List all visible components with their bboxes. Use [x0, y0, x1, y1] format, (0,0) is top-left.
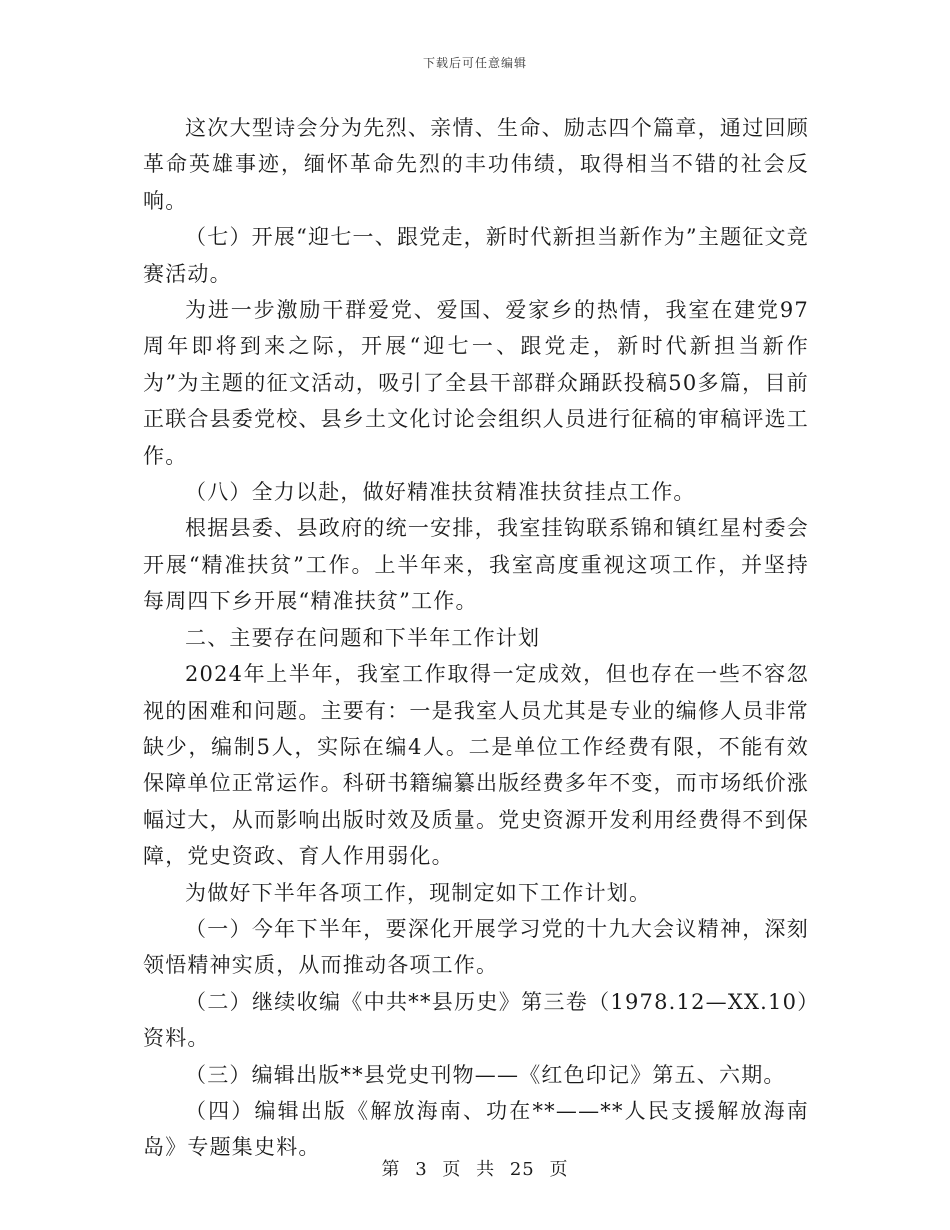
paragraph: 这次大型诗会分为先烈、亲情、生命、励志四个篇章，通过回顾革命英雄事迹，缅怀革命先烈的丰功伟绩，取得相当不错的社会反响。: [143, 116, 809, 213]
paragraph: 根据县委、县政府的统一安排，我室挂钩联系锦和镇红星村委会开展“精准扶贫”工作。上半年来，我室高度重视这项工作，并坚持每周四下乡开展“精准扶贫”工作。: [143, 516, 809, 614]
plan-item: （二）继续收编《中共**县历史》第三卷（1978.12—XX.10）资料。: [143, 989, 809, 1051]
plan-item: （一）今年下半年，要深化开展学习党的十九大会议精神，深刻领悟精神实质，从而推动各项工作。: [143, 916, 809, 978]
paragraph: 2024年上半年，我室工作取得一定成效，但也存在一些不容忽视的困难和问题。主要有：一是我室人员尤其是专业的编修人员非常缺少，编制5人，实际在编4人。二是单位工作经费有限，不能有效保障单位正常运作。科研书籍编纂出版经费多年不变，而市场纸价涨幅过大，从而影响出版时效及质量。党史资源开发利用经费得不到保障，党史资政、育人作用弱化。: [143, 662, 809, 869]
plan-item: （四）编辑出版《解放海南、功在**——**人民支援解放海南岛》专题集史料。: [143, 1098, 809, 1160]
paragraph: 为进一步激励干群爱党、爱国、爱家乡的热情，我室在建党97周年即将到来之际，开展“迎七一、跟党走，新时代新担当新作为”为主题的征文活动，吸引了全县干部群众踊跃投稿50多篇，目前正联合县委党校、县乡土文化讨论会组织人员进行征稿的审稿评选工作。: [143, 298, 809, 468]
page-header: 下载后可任意编辑: [422, 56, 527, 70]
section-heading: （七）开展“迎七一、跟党走，新时代新担当新作为”主题征文竞赛活动。: [143, 225, 809, 286]
page-number: 第 3 页 共 25 页: [381, 1159, 569, 1180]
plan-item: （三）编辑出版**县党史刊物——《红色印记》第五、六期。: [185, 1062, 786, 1087]
paragraph: 为做好下半年各项工作，现制定如下工作计划。: [185, 880, 652, 905]
section-heading: 二、主要存在问题和下半年工作计划: [185, 625, 541, 650]
section-heading: （八）全力以赴，做好精准扶贫精准扶贫挂点工作。: [185, 480, 696, 505]
document-body: [143, 110, 809, 1166]
